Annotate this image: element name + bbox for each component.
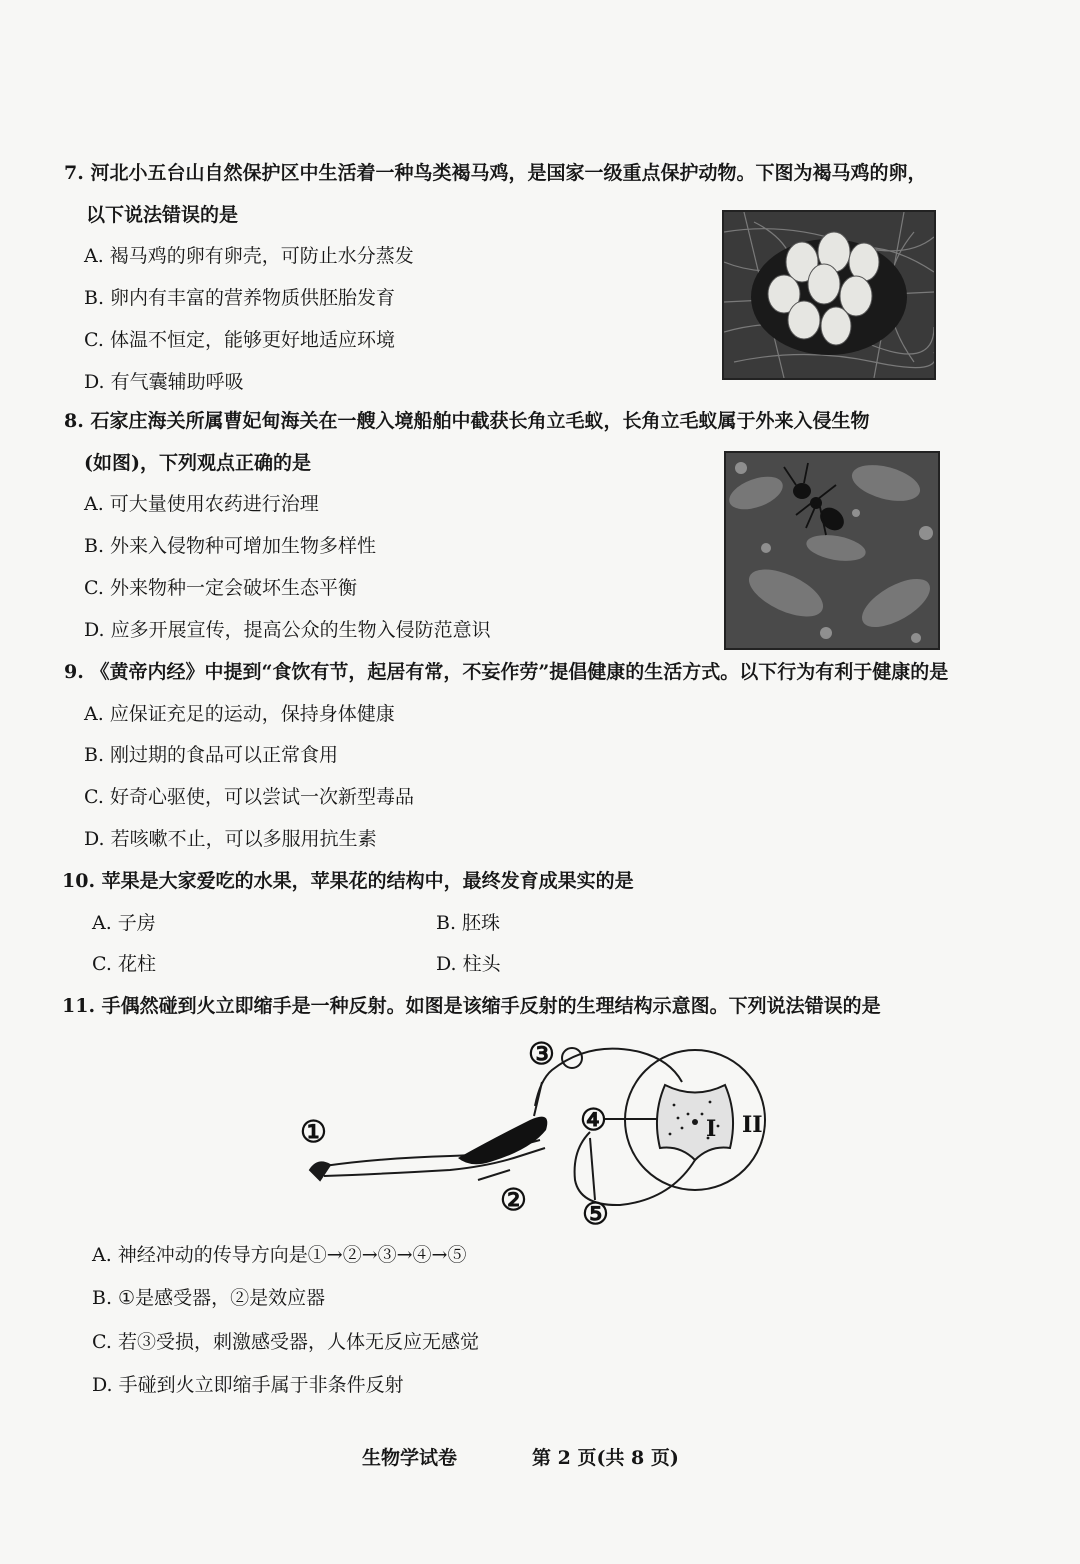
q10-option-c: C. 花柱 [92, 953, 156, 975]
q8-option-d: D. 应多开展宣传，提高公众的生物入侵防范意识 [84, 619, 491, 641]
label-roman-2: II [742, 1112, 763, 1138]
label-3: ③ [528, 1037, 555, 1072]
q11-option-c: C. 若③受损，刺激感受器，人体无反应无感觉 [92, 1331, 479, 1353]
q10-option-d: D. 柱头 [436, 953, 501, 975]
ant-photo [724, 451, 940, 650]
q8-stem-line1: 8. 石家庄海关所属曹妃甸海关在一艘入境船舶中截获长角立毛蚁，长角立毛蚁属于外来入侵生物 [64, 410, 870, 432]
eggs-in-nest-photo [722, 210, 936, 380]
q10-option-a: A. 子房 [92, 912, 156, 934]
q7-option-d: D. 有气囊辅助呼吸 [84, 371, 244, 393]
q11-option-b: B. ①是感受器，②是效应器 [92, 1287, 326, 1309]
q7-option-b: B. 卵内有丰富的营养物质供胚胎发育 [84, 287, 396, 309]
q7-stem-line1: 7. 河北小五台山自然保护区中生活着一种鸟类褐马鸡，是国家一级重点保护动物。下图为褐马鸡的卵， [64, 162, 927, 184]
footer-subject: 生物学试卷 [362, 1447, 458, 1469]
label-roman-1: I [706, 1116, 717, 1142]
q9-option-c: C. 好奇心驱使，可以尝试一次新型毒品 [84, 786, 414, 808]
q11-option-d: D. 手碰到火立即缩手属于非条件反射 [92, 1374, 404, 1396]
q8-option-a: A. 可大量使用农药进行治理 [84, 493, 319, 515]
q7-stem-line2: 以下说法错误的是 [86, 204, 239, 226]
q9-option-d: D. 若咳嗽不止，可以多服用抗生素 [84, 828, 377, 850]
q8-option-b: B. 外来入侵物种可增加生物多样性 [84, 535, 377, 557]
label-2: ② [500, 1183, 527, 1218]
label-5: ⑤ [582, 1197, 609, 1230]
q8-option-c: C. 外来物种一定会破坏生态平衡 [84, 577, 357, 599]
q8-stem-line2: (如图)，下列观点正确的是 [84, 452, 311, 474]
q10-stem: 10. 苹果是大家爱吃的水果，苹果花的结构中，最终发育成果实的是 [62, 870, 634, 892]
q7-option-a: A. 褐马鸡的卵有卵壳，可防止水分蒸发 [84, 245, 414, 267]
footer-page-number: 第 2 页(共 8 页) [532, 1447, 679, 1469]
label-4: ④ [580, 1103, 607, 1138]
q7-option-c: C. 体温不恒定，能够更好地适应环境 [84, 329, 395, 351]
q11-stem: 11. 手偶然碰到火立即缩手是一种反射。如图是该缩手反射的生理结构示意图。下列说法错误的是 [62, 995, 881, 1017]
q10-option-b: B. 胚珠 [436, 912, 501, 934]
eggs-in-nest-image [724, 212, 934, 378]
ant-on-leaves-image [726, 453, 938, 648]
reflex-arc-diagram [290, 1030, 780, 1230]
q11-option-a: A. 神经冲动的传导方向是①→②→③→④→⑤ [92, 1244, 467, 1266]
label-1: ① [300, 1115, 327, 1150]
q9-option-b: B. 刚过期的食品可以正常食用 [84, 744, 339, 766]
q9-option-a: A. 应保证充足的运动，保持身体健康 [84, 703, 395, 725]
q9-stem: 9. 《黄帝内经》中提到“食饮有节，起居有常，不妄作劳”提倡健康的生活方式。以下行为有利于健康的是 [64, 661, 949, 683]
